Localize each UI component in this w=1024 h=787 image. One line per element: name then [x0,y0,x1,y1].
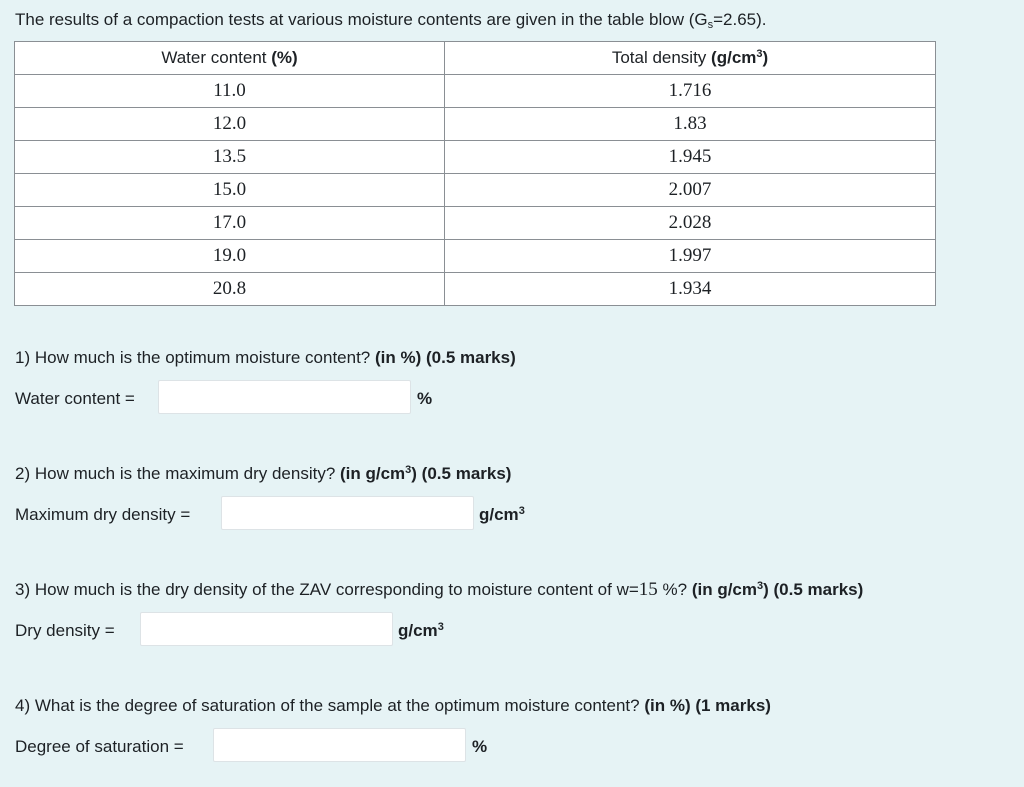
cell-water: 11.0 [15,75,445,108]
table-header-row [15,42,936,75]
cell-density: 1.716 [445,75,936,108]
problem-statement [15,8,767,32]
cell-density: 1.945 [445,141,936,174]
table-row [15,240,936,273]
answer-label-water-content: Water content = [15,389,135,408]
cell-water: 13.5 [15,141,445,174]
header-total-density: Total density $(g/cm^3)$ [445,42,936,75]
water-content-input[interactable] [158,380,411,414]
cell-density: 2.028 [445,207,936,240]
degree-of-saturation-input[interactable] [213,728,466,762]
cell-water: 19.0 [15,240,445,273]
unit-percent: % [472,737,488,756]
cell-density: 1.997 [445,240,936,273]
question-4: 4) What is the degree of saturation of the sample at the optimum moisture content? (in %) (1 marks) [15,696,771,715]
unit-g-per-cm3: $g/cm^3$ [398,621,444,640]
compaction-results-table [14,41,936,306]
table-row [15,174,936,207]
question-3: 3) How much is the dry density of the ZAV corresponding to moisture content of w=15 %? (in $g/cm^3$) (0.5 marks) [15,579,864,600]
dry-density-input[interactable] [140,612,393,646]
answer-label-dry-density: Dry density = [15,621,115,640]
answer-label-max-dry-density: Maximum dry density = [15,505,191,524]
unit-g-per-cm3: $g/cm^3$ [479,505,525,524]
cell-water: 15.0 [15,174,445,207]
table-row [15,207,936,240]
header-water-content: Water content (%) [15,42,445,75]
question-1: 1) How much is the optimum moisture content? (in %) (0.5 marks) [15,348,516,367]
table-row [15,75,936,108]
statement-text-end: =2.65). [713,10,767,29]
max-dry-density-input[interactable] [221,496,474,530]
cell-density: 2.007 [445,174,936,207]
table-row [15,108,936,141]
cell-water: 12.0 [15,108,445,141]
statement-text: The results of a compaction tests at various moisture contents are given in the table blow (G [15,10,708,29]
answer-label-degree-of-saturation: Degree of saturation = [15,737,184,756]
cell-water: 20.8 [15,273,445,306]
cell-density: 1.934 [445,273,936,306]
question-2: 2) How much is the maximum dry density? (in $g/cm^3$) (0.5 marks) [15,464,512,483]
table-row [15,273,936,306]
cell-water: 17.0 [15,207,445,240]
statement-subscript: s [707,19,714,31]
cell-density: 1.83 [445,108,936,141]
table-row [15,141,936,174]
unit-percent: % [417,389,433,408]
